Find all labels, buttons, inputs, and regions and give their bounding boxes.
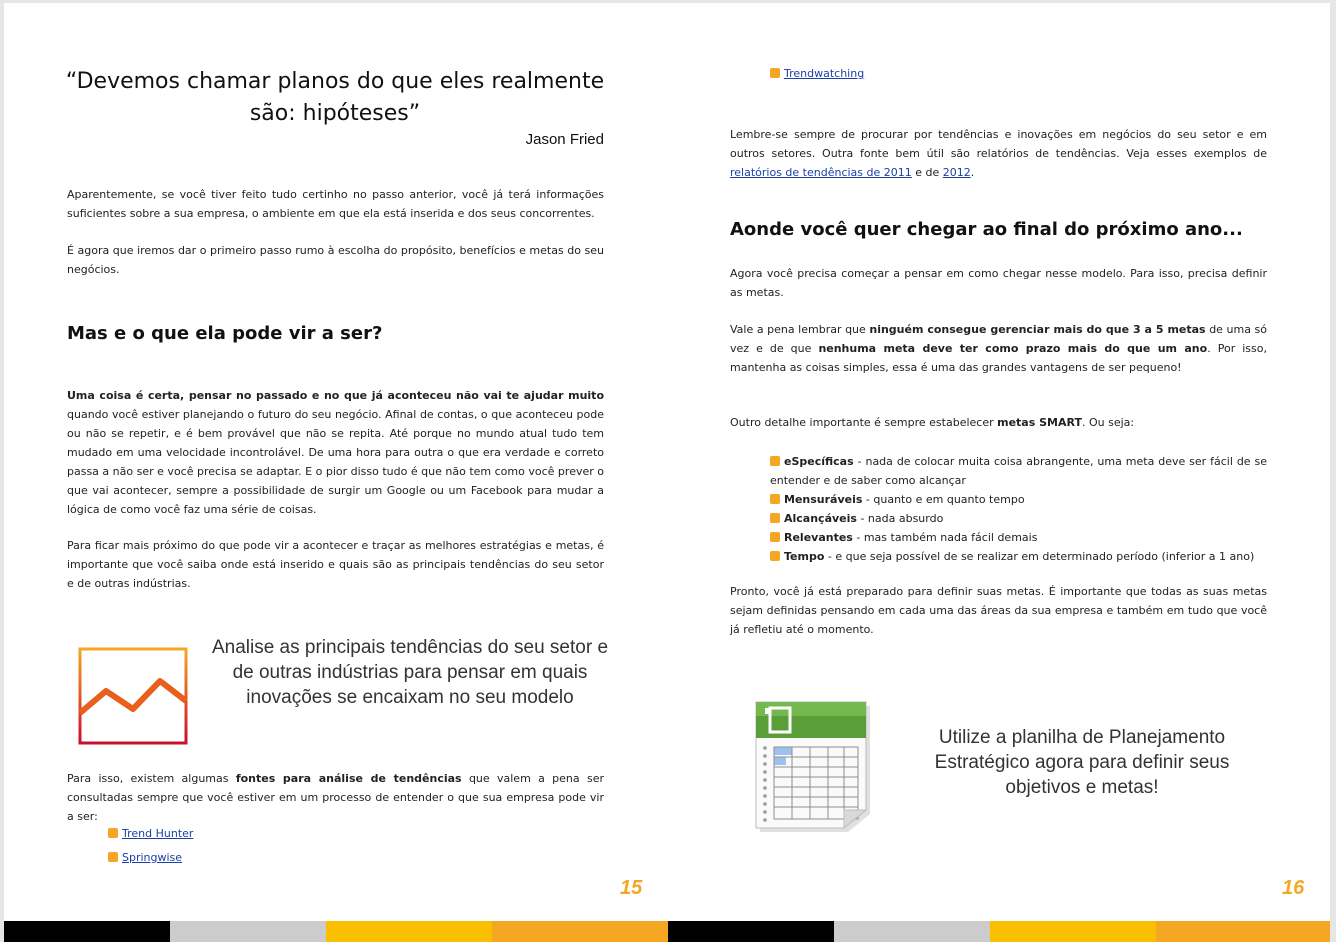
sources-text-pre: Para isso, existem algumas [67, 772, 236, 785]
reports-2012-link[interactable]: 2012 [942, 166, 971, 179]
trend-hunter-link[interactable]: Trend Hunter [122, 827, 194, 840]
limits-text-b: ninguém consegue gerenciar mais do que 3 a 5 metas [869, 323, 1206, 336]
smart-desc: - quanto e em quanto tempo [862, 493, 1025, 506]
quote: “Devemos chamar planos do que eles realmente são: hipóteses” [65, 69, 605, 126]
trends-paragraph: Para ficar mais próximo do que pode vir a acontecer e traçar as melhores estratégias e metas, é importante que você saiba onde está inserido e quais são as principais tendências do seu setor e de outras indústrias. [67, 539, 604, 590]
link-item-trendwatching [770, 64, 864, 83]
trend-chart-icon [76, 643, 190, 747]
smart-item [770, 547, 1267, 566]
past-paragraph [67, 386, 604, 519]
page-number-left: 15 [620, 877, 643, 899]
bullet-icon [770, 68, 780, 78]
smart-intro-bold: metas SMART [997, 416, 1082, 429]
limits-text-d: nenhuma meta deve ter como prazo mais do que um ano [818, 342, 1208, 355]
smart-item [770, 490, 1267, 509]
sources-text-post: que valem a pena ser consultadas sempre que você estiver em um processo de entender o que sua empresa pode vir a ser: [67, 772, 604, 823]
past-paragraph-text: quando você estiver planejando o futuro do seu negócio. Afinal de contas, o que aconteceu pode ou não se repetir, e é bem provável que não se repita. Até porque no mundo atual tudo tem mudado em uma velocidade incontrolável. De uma hora para outra o que era verdade e correto passa a não ser e você precisa se adaptar. E o pior disso tudo é que não tem como você prever o que vai acontecer, sempre a possibilidade de surgir um Google ou um Facebook para mudar a lógica de como você faz uma série de coisas. [67, 408, 604, 516]
link-item-springwise [108, 848, 182, 867]
conclusion-paragraph: Pronto, você já está preparado para definir suas metas. É importante que todas as suas metas sejam definidas pensando em cada uma das áreas da sua empresa e também em tudo que você já refletiu até o momento. [730, 585, 1267, 636]
intro-paragraph: Aparentemente, se você tiver feito tudo certinho no passo anterior, você já terá informações suficientes sobre a sua empresa, o ambiente em que ela está inserida e dos seus concorrentes. [67, 188, 604, 220]
limits-paragraph [730, 320, 1267, 377]
smart-desc: - nada absurdo [856, 512, 944, 525]
reports-text-mid: e de [911, 166, 943, 179]
bullet-icon [770, 551, 780, 561]
smart-term: Alcançáveis [784, 512, 857, 525]
page-number-right: 16 [1282, 877, 1305, 899]
reports-text-end: . [970, 166, 975, 179]
spreadsheet-callout: Utilize a planilha de Planejamento Estratégico agora para definir seus objetivos e metas! [934, 727, 1230, 798]
past-paragraph-bold: Uma coisa é certa, pensar no passado e no que já aconteceu não vai te ajudar muito [67, 389, 604, 402]
bullet-icon [108, 828, 118, 838]
footer-bar-orange [492, 921, 668, 942]
reports-paragraph [730, 125, 1267, 182]
smart-desc: - e que seja possível de se realizar em determinado período (inferior a 1 ano) [824, 550, 1255, 563]
spreadsheet-icon [752, 696, 876, 836]
smart-intro-post: . Ou seja: [1081, 416, 1135, 429]
footer-bar-black [4, 921, 170, 942]
smart-term: Tempo [784, 550, 825, 563]
section-heading: Mas e o que ela pode vir a ser? [67, 323, 383, 344]
sources-text-bold: fontes para análise de tendências [235, 772, 462, 785]
limits-text-c: de uma só vez e de que [730, 323, 1267, 355]
left-page [4, 3, 668, 921]
second-paragraph: É agora que iremos dar o primeiro passo rumo à escolha do propósito, benefícios e metas do seu negócios. [67, 244, 604, 276]
footer-bar-gray [834, 921, 990, 942]
reports-text-pre: Lembre-se sempre de procurar por tendências e inovações em negócios do seu setor e em outros setores. Outra fonte bem útil são relatórios de tendências. Veja esses exemplos de [730, 128, 1267, 160]
smart-item [770, 528, 1267, 547]
footer-bar-yellow [990, 921, 1156, 942]
quote-author: Jason Fried [525, 131, 604, 148]
link-item-trend-hunter [108, 824, 193, 843]
bullet-icon [770, 456, 780, 466]
bullet-icon [108, 852, 118, 862]
smart-term: Relevantes [784, 531, 853, 544]
smart-desc: - mas também nada fácil demais [852, 531, 1038, 544]
footer-bar-black [668, 921, 834, 942]
footer-bar-gray [170, 921, 326, 942]
springwise-link[interactable]: Springwise [122, 851, 183, 864]
sources-paragraph [67, 769, 604, 826]
limits-text-a: Vale a pena lembrar que [730, 323, 870, 336]
bullet-icon [770, 532, 780, 542]
bullet-icon [770, 494, 780, 504]
smart-intro [730, 413, 1267, 432]
footer-bar-orange [1156, 921, 1330, 942]
bullet-icon [770, 513, 780, 523]
footer-bar-yellow [326, 921, 492, 942]
section-heading-right: Aonde você quer chegar ao final do próximo ano... [730, 219, 1243, 240]
smart-list [770, 452, 1267, 566]
smart-desc: - nada de colocar muita coisa abrangente, uma meta deve ser fácil de se entender e de saber como alcançar [770, 455, 1267, 487]
smart-term: eSpecíficas [784, 455, 854, 468]
smart-term: Mensuráveis [784, 493, 863, 506]
trendwatching-link[interactable]: Trendwatching [784, 67, 865, 80]
trends-callout: Analise as principais tendências do seu setor e de outras indústrias para pensar em quais inovações se encaixam no seu modelo [211, 637, 609, 708]
right-page [668, 3, 1330, 921]
goals-paragraph: Agora você precisa começar a pensar em como chegar nesse modelo. Para isso, precisa definir as metas. [730, 267, 1267, 299]
limits-text-e: . Por isso, mantenha as coisas simples, essa é uma das grandes vantagens de ser pequeno! [730, 342, 1267, 374]
reports-2011-link[interactable]: relatórios de tendências de 2011 [730, 166, 912, 179]
smart-intro-pre: Outro detalhe importante é sempre estabelecer [730, 416, 998, 429]
smart-item [770, 452, 1267, 490]
smart-item [770, 509, 1267, 528]
